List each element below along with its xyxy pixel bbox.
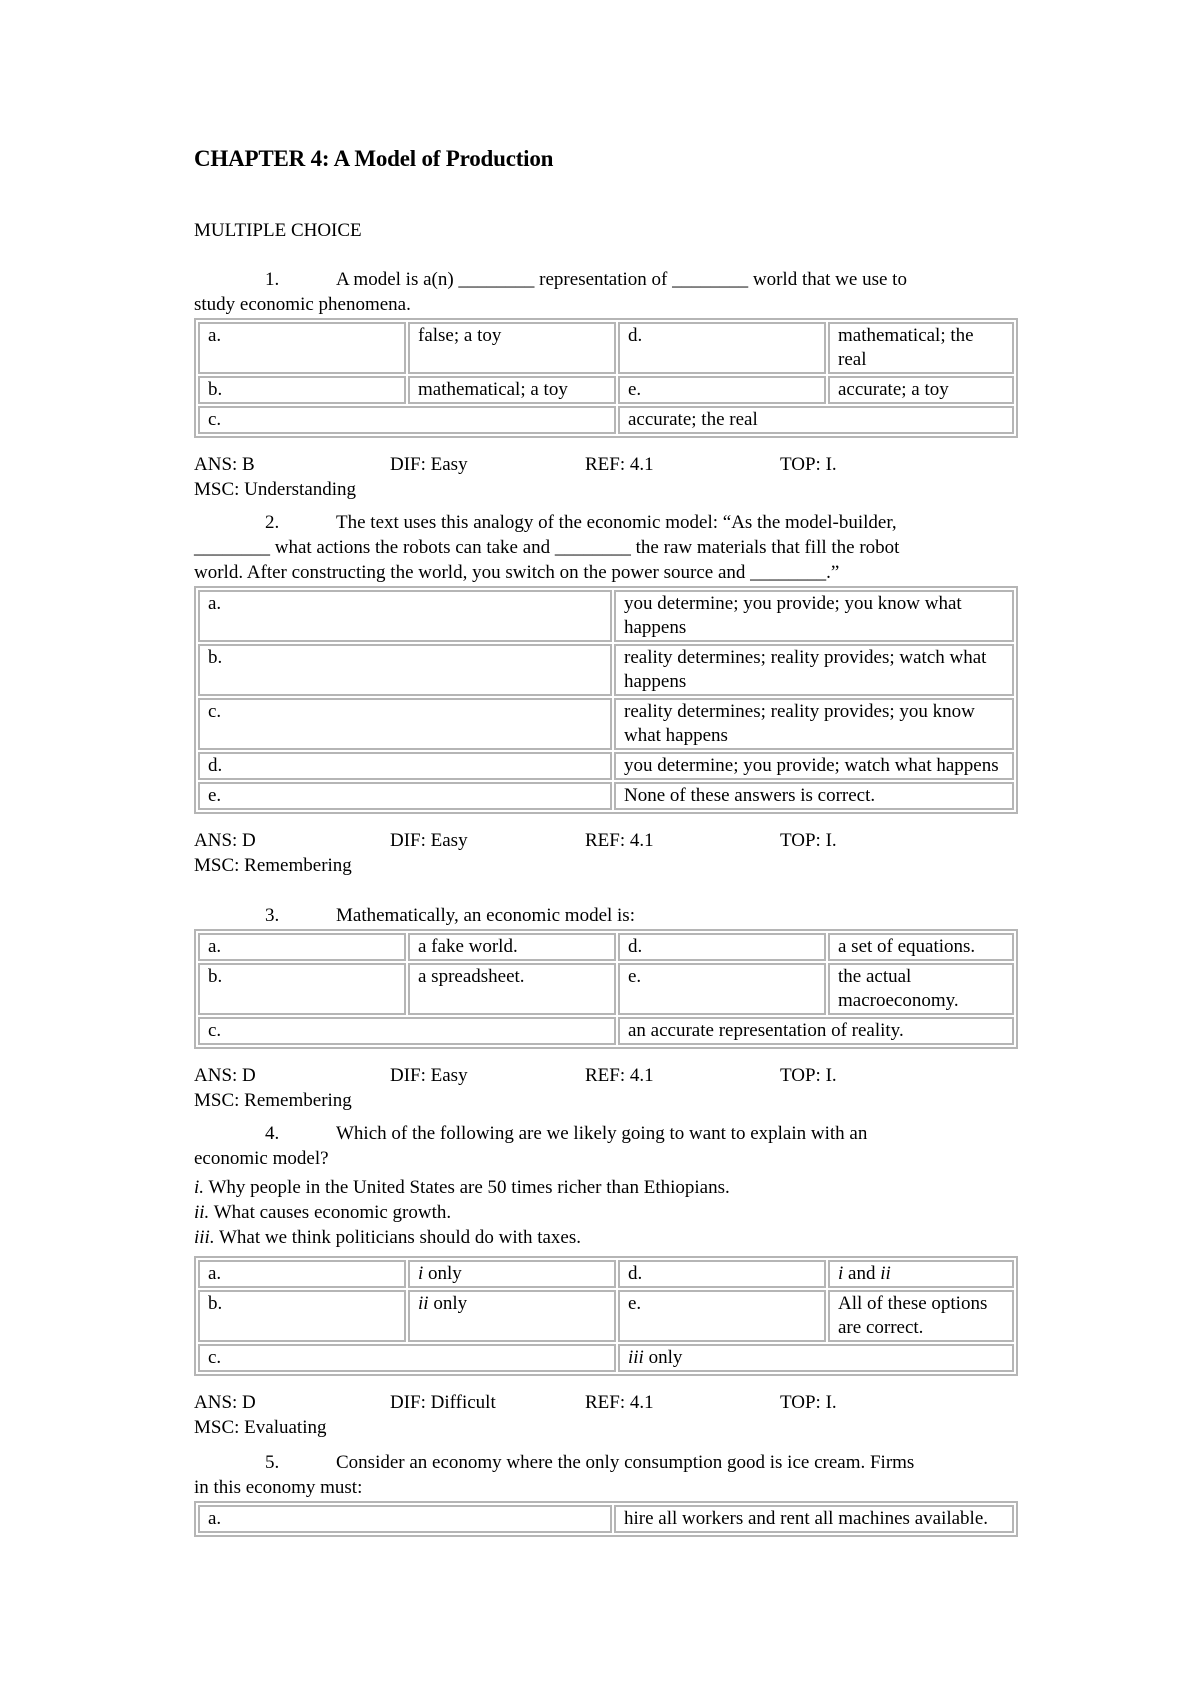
- options-row: [198, 1344, 1014, 1372]
- option-letter: e.: [618, 376, 826, 404]
- answer-key: ANS: D: [194, 1392, 256, 1413]
- question-number: 1.: [265, 269, 280, 290]
- option-text: mathematical; the real: [828, 322, 1014, 374]
- option-text: an accurate representation of reality.: [618, 1017, 1014, 1045]
- options-row: [198, 322, 1014, 374]
- options-row: [198, 933, 1014, 961]
- option-letter: b.: [198, 963, 406, 1015]
- option-letter: b.: [198, 376, 406, 404]
- option-italic: iii: [628, 1347, 644, 1368]
- stem-line: A model is a(n) ________ representation of ________ world that we use to: [336, 269, 907, 290]
- option-italic: ii: [880, 1263, 891, 1284]
- answer-key: ANS: B: [194, 454, 255, 475]
- option-italic: ii: [418, 1293, 429, 1314]
- option-letter: e.: [618, 963, 826, 1015]
- options-table: [194, 1256, 1018, 1376]
- option-text: you determine; you provide; you know what happens: [614, 590, 1014, 642]
- options-table: [194, 929, 1018, 1049]
- option-word: only: [643, 1347, 683, 1368]
- msc-category: MSC: Remembering: [194, 855, 352, 876]
- option-text: you determine; you provide; watch what happens: [614, 752, 1014, 780]
- answer-metadata: [194, 828, 1018, 878]
- chapter-title: CHAPTER 4: A Model of Production: [194, 146, 554, 171]
- option-letter: a.: [198, 1505, 612, 1533]
- option-letter: a.: [198, 933, 406, 961]
- topic: TOP: I.: [780, 1065, 837, 1086]
- option-text: hire all workers and rent all machines available.: [614, 1505, 1014, 1533]
- option-text: reality determines; reality provides; you know what happens: [614, 698, 1014, 750]
- topic: TOP: I.: [780, 830, 837, 851]
- reference: REF: 4.1: [585, 830, 654, 851]
- option-text: [408, 1260, 616, 1288]
- option-text: false; a toy: [408, 322, 616, 374]
- statement-number: ii.: [194, 1202, 210, 1223]
- option-text: a spreadsheet.: [408, 963, 616, 1015]
- msc-category: MSC: Evaluating: [194, 1417, 327, 1438]
- statement: [194, 1200, 1018, 1225]
- option-italic: i: [418, 1263, 424, 1284]
- stem-line: Which of the following are we likely going to want to explain with an: [336, 1123, 868, 1144]
- options-row: [198, 963, 1014, 1015]
- statement: [194, 1225, 1018, 1250]
- reference: REF: 4.1: [585, 1065, 654, 1086]
- option-text: the actual macroeconomy.: [828, 963, 1014, 1015]
- question-number: 5.: [265, 1452, 280, 1473]
- options-table: [194, 586, 1018, 814]
- options-row: [198, 376, 1014, 404]
- question-5-stem: [194, 1450, 1018, 1500]
- option-letter: a.: [198, 1260, 406, 1288]
- option-text: a fake world.: [408, 933, 616, 961]
- option-text: mathematical; a toy: [408, 376, 616, 404]
- option-letter: d.: [618, 322, 826, 374]
- option-text: accurate; the real: [618, 406, 1014, 434]
- topic: TOP: I.: [780, 1392, 837, 1413]
- stem-line: world. After constructing the world, you switch on the power source and ________.”: [194, 562, 840, 583]
- statement: [194, 1175, 1018, 1200]
- options-row: [198, 1260, 1014, 1288]
- topic: TOP: I.: [780, 454, 837, 475]
- option-text: [408, 1290, 616, 1342]
- option-letter: a.: [198, 322, 406, 374]
- option-letter: c.: [198, 1017, 616, 1045]
- statement-text: What we think politicians should do with taxes.: [214, 1227, 582, 1248]
- question-1-stem: [194, 267, 1018, 317]
- question-number: 4.: [265, 1123, 280, 1144]
- difficulty: DIF: Easy: [390, 454, 468, 475]
- options-row: [198, 1290, 1014, 1342]
- reference: REF: 4.1: [585, 454, 654, 475]
- option-letter: b.: [198, 1290, 406, 1342]
- option-letter: e.: [198, 782, 612, 810]
- options-row: [198, 782, 1014, 810]
- statement-text: Why people in the United States are 50 times richer than Ethiopians.: [204, 1177, 730, 1198]
- difficulty: DIF: Difficult: [390, 1392, 496, 1413]
- options-row: [198, 752, 1014, 780]
- stem-line: study economic phenomena.: [194, 294, 411, 315]
- answer-key: ANS: D: [194, 1065, 256, 1086]
- statement-list: [194, 1175, 1018, 1250]
- statement-text: What causes economic growth.: [209, 1202, 452, 1223]
- option-letter: d.: [198, 752, 612, 780]
- option-text: [828, 1260, 1014, 1288]
- option-letter: c.: [198, 406, 616, 434]
- option-letter: c.: [198, 698, 612, 750]
- option-letter: c.: [198, 1344, 616, 1372]
- options-table: [194, 1501, 1018, 1537]
- options-row: [198, 1505, 1014, 1533]
- stem-line: The text uses this analogy of the economic model: “As the model-builder,: [336, 512, 897, 533]
- question-1: [194, 267, 1018, 502]
- reference: REF: 4.1: [585, 1392, 654, 1413]
- options-row: [198, 590, 1014, 642]
- answer-metadata: [194, 452, 1018, 502]
- stem-line: economic model?: [194, 1148, 329, 1169]
- answer-key: ANS: D: [194, 830, 256, 851]
- option-word: and: [843, 1263, 881, 1284]
- options-row: [198, 1017, 1014, 1045]
- option-word: only: [428, 1293, 468, 1314]
- option-letter: e.: [618, 1290, 826, 1342]
- question-number: 2.: [265, 512, 280, 533]
- options-row: [198, 698, 1014, 750]
- answer-metadata: [194, 1390, 1018, 1440]
- stem-line: Consider an economy where the only consumption good is ice cream. Firms: [336, 1452, 915, 1473]
- options-table: [194, 318, 1018, 438]
- question-3: [194, 903, 1018, 1113]
- option-letter: d.: [618, 933, 826, 961]
- option-letter: a.: [198, 590, 612, 642]
- option-letter: d.: [618, 1260, 826, 1288]
- option-text: None of these answers is correct.: [614, 782, 1014, 810]
- question-2-stem: [194, 510, 1018, 585]
- answer-metadata: [194, 1063, 1018, 1113]
- option-text: a set of equations.: [828, 933, 1014, 961]
- question-5: [194, 1450, 1018, 1537]
- statement-number: i.: [194, 1177, 205, 1198]
- question-2: [194, 510, 1018, 878]
- stem-line: in this economy must:: [194, 1477, 363, 1498]
- statement-number: iii.: [194, 1227, 215, 1248]
- msc-category: MSC: Understanding: [194, 479, 357, 500]
- difficulty: DIF: Easy: [390, 1065, 468, 1086]
- option-text: accurate; a toy: [828, 376, 1014, 404]
- section-heading: MULTIPLE CHOICE: [194, 220, 362, 241]
- stem-line: Mathematically, an economic model is:: [336, 905, 635, 926]
- stem-line: ________ what actions the robots can take and ________ the raw materials that fill the robot: [194, 537, 900, 558]
- option-text: [618, 1344, 1014, 1372]
- question-4-stem: [194, 1121, 1018, 1171]
- options-row: [198, 644, 1014, 696]
- option-letter: b.: [198, 644, 612, 696]
- question-4: [194, 1121, 1018, 1440]
- question-3-stem: [194, 903, 1018, 928]
- msc-category: MSC: Remembering: [194, 1090, 352, 1111]
- option-text: All of these options are correct.: [828, 1290, 1014, 1342]
- difficulty: DIF: Easy: [390, 830, 468, 851]
- option-word: only: [423, 1263, 462, 1284]
- question-number: 3.: [265, 905, 280, 926]
- option-text: reality determines; reality provides; watch what happens: [614, 644, 1014, 696]
- option-italic: i: [838, 1263, 844, 1284]
- options-row: [198, 406, 1014, 434]
